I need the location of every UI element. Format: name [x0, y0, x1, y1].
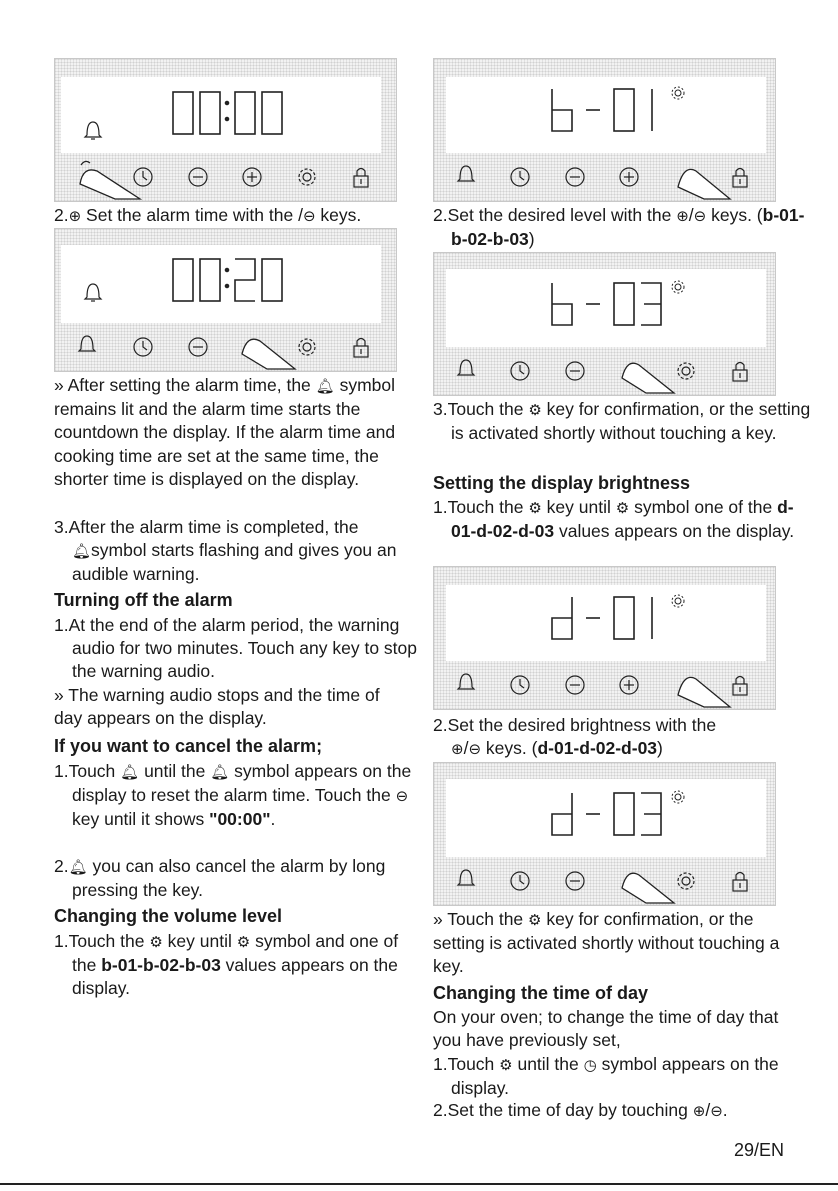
brightness-step-2: 2.Set the desired brightness with the ⊕/⊖ keys. (d-01-d-02-d-03): [433, 715, 717, 759]
button-row: [79, 336, 368, 357]
plus-icon: ⊕: [68, 207, 82, 225]
clock-icon: ◷: [583, 1056, 597, 1074]
lock-icon: [354, 169, 368, 188]
bell-icon: 🔔︎: [315, 377, 335, 395]
bell-icon: [458, 360, 474, 375]
bell-icon: [458, 870, 474, 885]
display-panel-5-art: [434, 567, 775, 709]
heading-time-of-day: Changing the time of day: [433, 983, 649, 1003]
minus-icon: ⊖: [302, 207, 316, 225]
plus-icon: ⊕: [692, 1102, 706, 1120]
bell-icon: [79, 336, 95, 351]
brightness-step-1: 1.Touch the ⚙ key until ⚙ symbol one of the d-01-d-02-d-03 values appears on the display.: [433, 497, 795, 542]
bell-icon: 🔔︎: [72, 542, 92, 561]
clock-icon: [134, 338, 152, 356]
clock-icon: [511, 168, 529, 186]
step-2-set-alarm: 2.⊕ Set the alarm time with the /⊖ keys.: [54, 205, 362, 225]
display-panel-3-art: [434, 59, 775, 201]
time-step-1: 1.Touch ⚙ until the ◷ symbol appears on the display.: [433, 1054, 779, 1099]
lock-icon: [354, 339, 368, 358]
display-panel-3: [433, 58, 776, 202]
minus-icon: [189, 168, 207, 186]
display-screen: [61, 245, 381, 323]
minus-icon: [566, 676, 584, 694]
gear-icon: ⚙: [499, 1056, 513, 1074]
heading-turning-off: Turning off the alarm: [54, 590, 233, 610]
pointing-finger-icon: [678, 169, 730, 199]
plus-icon: ⊕: [676, 207, 689, 225]
display-panel-4-art: [434, 253, 775, 395]
gear-icon: [678, 363, 694, 379]
minus-icon: [566, 872, 584, 890]
lock-icon: [733, 677, 747, 696]
turn-off-step-1: 1.At the end of the alarm period, the warning audio for two minutes. Touch any key to stop the warning audio.: [54, 615, 418, 682]
step-3-alarm-complete: 3.After the alarm time is completed, the 🔔︎symbol starts flashing and gives you an audible warning.: [54, 517, 397, 585]
clock-icon: [511, 362, 529, 380]
minus-icon: [189, 338, 207, 356]
display-panel-5: [433, 566, 776, 710]
minus-icon: [566, 168, 584, 186]
gear-icon: [678, 873, 694, 889]
bell-icon: [458, 674, 474, 689]
display-panel-1-art: [55, 59, 396, 201]
button-row: [134, 168, 368, 187]
minus-icon: ⊖: [395, 787, 409, 806]
display-panel-4: [433, 252, 776, 396]
gear-icon: ⚙: [615, 499, 630, 517]
pointing-finger-icon: [678, 677, 730, 707]
heading-brightness: Setting the display brightness: [433, 473, 691, 493]
cancel-step-2: 2.🔔︎ you can also cancel the alarm by long pressing the key.: [54, 856, 386, 901]
after-setting-note: » After setting the alarm time, the 🔔︎ symbol remains lit and the alarm time starts the countdown the display. If the alarm time and cooking time are set at the same time, the shorter time is displayed on the display.: [54, 375, 396, 489]
display-screen: [61, 77, 381, 153]
gear-icon: [299, 169, 315, 185]
plus-icon: ⊕: [451, 740, 464, 759]
button-row: [458, 870, 747, 891]
display-panel-2: [54, 228, 397, 372]
minus-icon: ⊖: [710, 1102, 723, 1120]
bottom-rule: [0, 1183, 838, 1185]
bell-icon: [458, 166, 474, 181]
gear-icon: ⚙: [149, 933, 163, 951]
clock-icon: [511, 872, 529, 890]
display-panel-6-art: [434, 763, 775, 905]
pointing-finger-icon: [80, 161, 140, 199]
heading-cancel-alarm: If you want to cancel the alarm;: [54, 736, 323, 756]
clock-icon: [511, 676, 529, 694]
pointing-finger-icon: [242, 339, 295, 369]
time-of-day-intro: On your oven; to change the time of day that you have previously set,: [433, 1007, 779, 1051]
gear-icon: ⚙: [528, 911, 542, 929]
clock-icon: [134, 168, 152, 186]
volume-step-1: 1.Touch the ⚙ key until ⚙ symbol and one of the b-01-b-02-b-03 values appears on the display.: [54, 931, 399, 999]
turn-off-result: » The warning audio stops and the time of day appears on the display.: [54, 685, 380, 729]
plus-icon: [620, 168, 638, 186]
gear-icon: ⚙: [528, 401, 542, 419]
pointing-finger-icon: [622, 363, 674, 393]
right-step-3-confirm: 3.Touch the ⚙ key for confirmation, or the setting is activated shortly without touching a key.: [433, 399, 811, 444]
pointing-finger-icon: [622, 873, 674, 903]
page-number: 29/EN: [733, 1140, 784, 1160]
bell-icon: 🔔︎: [210, 763, 230, 781]
lock-icon: [733, 363, 747, 382]
heading-volume: Changing the volume level: [54, 906, 283, 926]
button-row: [458, 360, 747, 381]
bell-icon: 🔔︎: [68, 858, 88, 876]
time-step-2: 2.Set the time of day by touching ⊕/⊖.: [433, 1100, 728, 1120]
display-panel-1: [54, 58, 397, 202]
gear-icon: [299, 339, 315, 355]
gear-icon: ⚙: [528, 499, 542, 517]
minus-icon: ⊖: [468, 740, 482, 759]
bell-icon: 🔔︎: [120, 763, 140, 781]
display-panel-2-art: [55, 229, 396, 371]
lock-icon: [733, 873, 747, 892]
lock-icon: [733, 169, 747, 188]
plus-icon: [620, 676, 638, 694]
touch-confirm-note: » Touch the ⚙ key for confirmation, or the setting is activated shortly without touching a key.: [433, 909, 780, 977]
display-panel-6: [433, 762, 776, 906]
minus-icon: [566, 362, 584, 380]
right-step-2-level: 2.Set the desired level with the ⊕/⊖ keys. (b-01-b-02-b-03): [433, 205, 805, 250]
gear-icon: ⚙: [236, 933, 251, 951]
minus-icon: ⊖: [693, 207, 707, 225]
plus-icon: [243, 168, 261, 186]
cancel-step-1: 1.Touch 🔔︎ until the 🔔︎ symbol appears on the display to reset the alarm time. Touch the ⊖ key until it shows "00:00".: [54, 761, 412, 830]
